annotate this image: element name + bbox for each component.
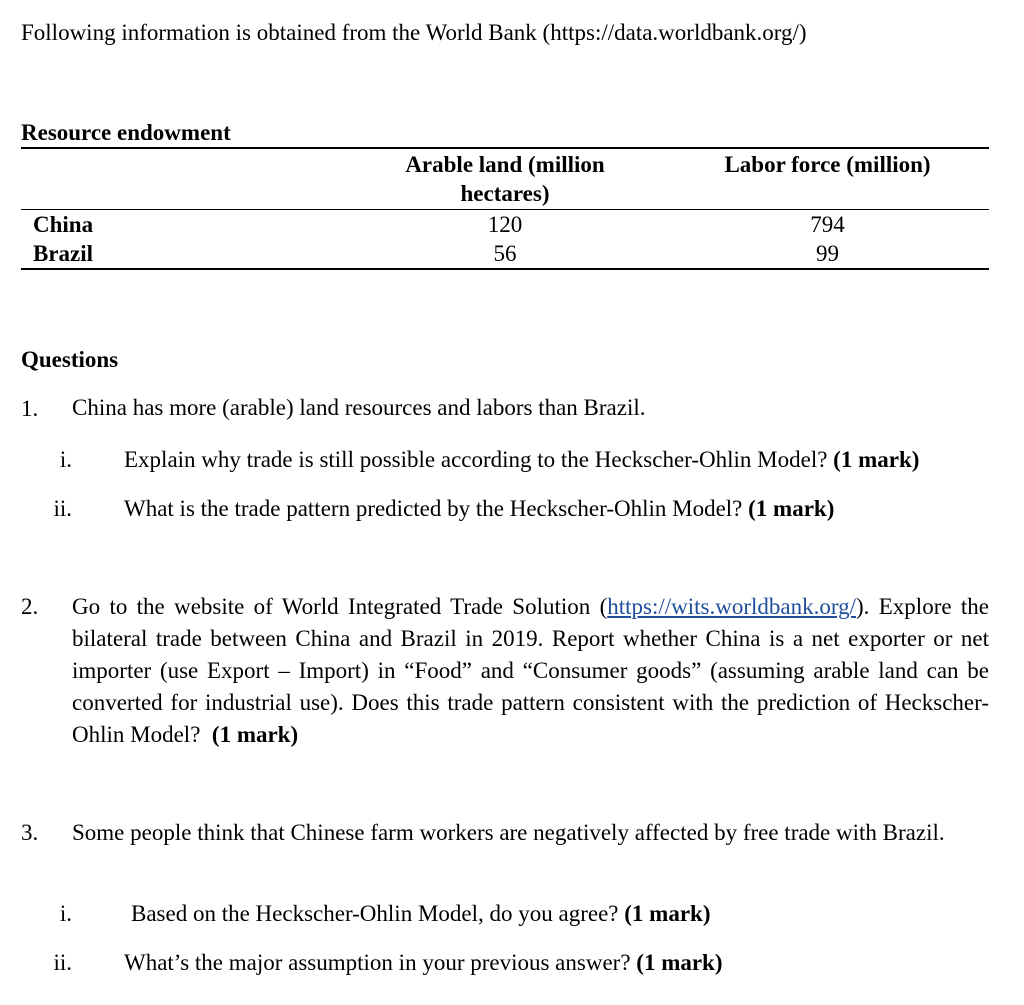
question-2-number: 2.	[21, 594, 39, 619]
intro-text: Following information is obtained from the World Bank (https://data.worldbank.org/)	[21, 20, 807, 45]
row-country: China	[33, 212, 94, 237]
table-bottom-rule	[21, 268, 989, 270]
row-arable-land: 120	[487, 212, 523, 237]
question-2-mark: (1 mark)	[211, 722, 299, 747]
question-3-sub-ii-text: What’s the major assumption in your previous answer?	[124, 950, 631, 975]
question-3-sub-i	[131, 901, 710, 927]
question-3-text: Some people think that Chinese farm workers are negatively affected by free trade with Brazil.	[72, 820, 945, 845]
header-arable-land-line1: Arable land (million	[405, 152, 605, 177]
question-2-text-start: Go to the website of World Integrated Trade Solution (	[72, 594, 608, 619]
table-row	[21, 239, 989, 268]
question-1-text: China has more (arable) land resources and labors than Brazil.	[72, 395, 646, 420]
question-1-sub-i-text: Explain why trade is still possible according to the Heckscher-Ohlin Model?	[124, 447, 828, 472]
row-arable-land: 56	[493, 241, 517, 266]
row-labor-force: 99	[816, 241, 839, 266]
question-2-text	[72, 591, 989, 751]
wits-link[interactable]: https://wits.worldbank.org/	[607, 594, 857, 619]
header-labor-force: Labor force (million)	[724, 152, 931, 177]
question-3-sub-ii-mark: (1 mark)	[636, 950, 723, 975]
question-1-sub-ii-mark: (1 mark)	[748, 496, 835, 521]
question-1-sub-ii	[124, 496, 834, 522]
question-1-number: 1.	[21, 396, 39, 421]
question-3-sub-ii	[124, 950, 723, 976]
question-1-sub-ii-text: What is the trade pattern predicted by the Heckscher-Ohlin Model?	[124, 496, 743, 521]
row-country: Brazil	[33, 241, 94, 266]
question-1-sub-i-mark: (1 mark)	[833, 447, 920, 472]
question-3-sub-i-text: Based on the Heckscher-Ohlin Model, do you agree?	[131, 901, 619, 926]
header-arable-land-line2: hectares)	[460, 181, 550, 206]
row-labor-force: 794	[810, 212, 845, 237]
questions-heading: Questions	[21, 347, 119, 372]
question-1-sub-i-number: i.	[59, 447, 72, 472]
table-title: Resource endowment	[21, 120, 231, 145]
question-3-sub-i-number: i.	[59, 901, 72, 926]
question-3-sub-ii-number: ii.	[53, 950, 72, 975]
question-1-sub-ii-number: ii.	[53, 496, 72, 521]
question-2-text-end: ). Explore the bilateral trade between China and Brazil in 2019. Report whether China is a net exporter or net importer (use Export – Import) in “Food” and “Consumer goods” (assuming arable land can be converted for industrial use). Does this trade pattern consistent with the prediction of Heckscher-Ohlin Model?	[72, 594, 989, 747]
question-3-sub-i-mark: (1 mark)	[624, 901, 711, 926]
header-arable-land	[380, 150, 630, 208]
table-top-rule	[21, 147, 989, 149]
question-1-sub-i	[124, 447, 919, 473]
table-row	[21, 210, 989, 239]
question-3-number: 3.	[21, 820, 39, 845]
